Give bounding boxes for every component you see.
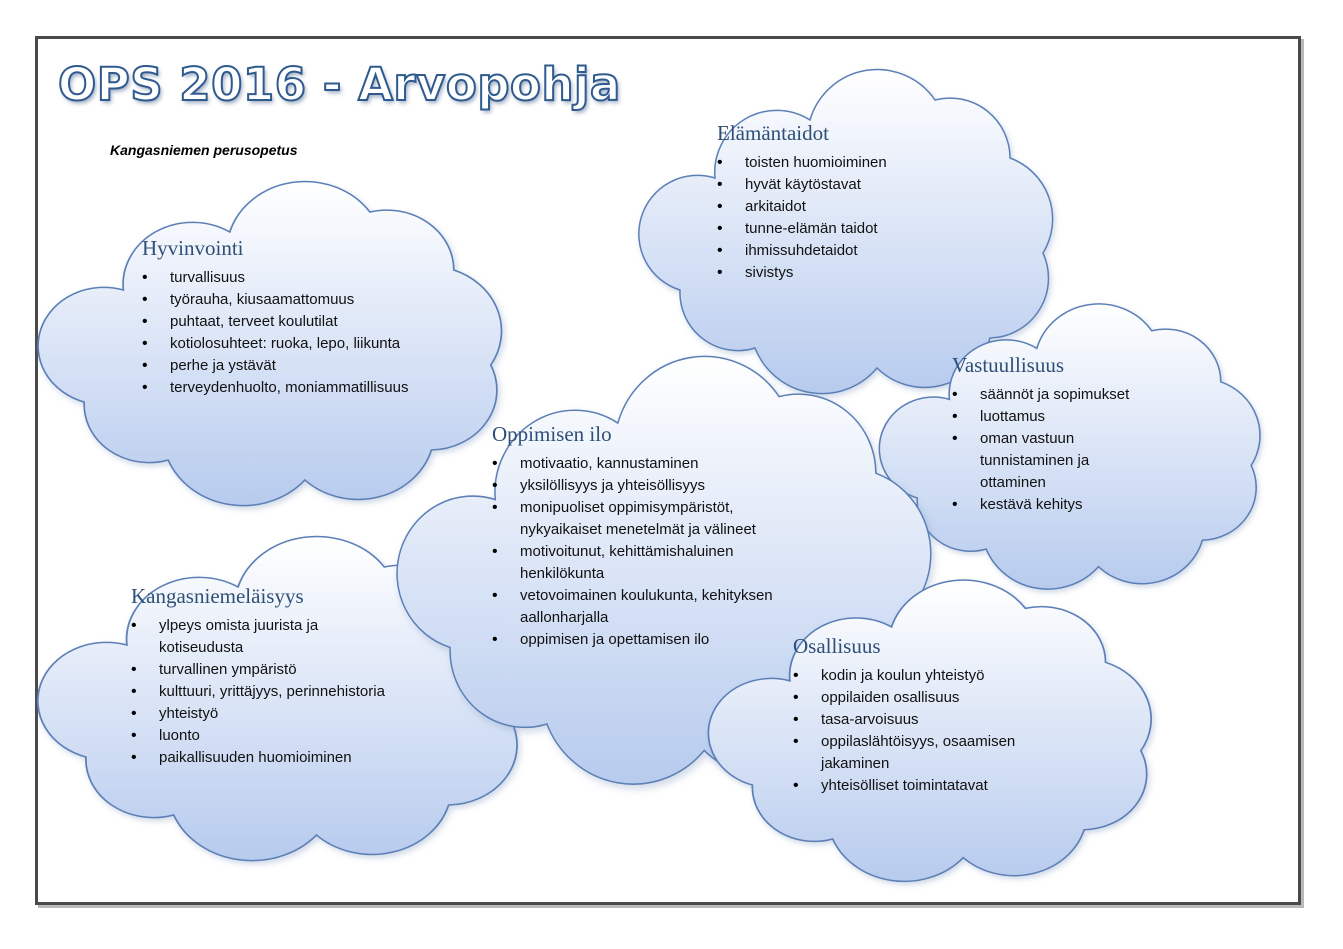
list-item: • kulttuuri, yrittäjyys, perinnehistoria (131, 681, 431, 703)
list-item: • tunne-elämän taidot (717, 218, 957, 240)
card-title-hyvinvointi: Hyvinvointi (142, 236, 244, 260)
list-item: • perhe ja ystävät (142, 355, 482, 377)
list-item: • turvallisuus (142, 267, 482, 289)
page-subtitle: Kangasniemen perusopetus (110, 142, 298, 158)
card-title-osallisuus: Osallisuus (793, 634, 881, 658)
list-item: • oppimisen ja opettamisen ilo (492, 629, 802, 651)
list-item: • ylpeys omista juurista ja kotiseudusta (131, 615, 359, 659)
list-elamantaidot (717, 152, 957, 284)
list-item: • terveydenhuolto, moniammatillisuus (142, 377, 482, 399)
list-item: • yhteistyö (131, 703, 431, 725)
card-kangasniemelaisyys (131, 584, 431, 769)
list-hyvinvointi (142, 267, 482, 399)
list-item: • yksilöllisyys ja yhteisöllisyys (492, 475, 802, 497)
list-item: • hyvät käytöstavat (717, 174, 957, 196)
list-item: • kotiolosuhteet: ruoka, lepo, liikunta (142, 333, 482, 355)
card-oppimisen-ilo (492, 422, 802, 651)
page-title: OPS 2016 - Arvopohja (58, 58, 621, 111)
list-item: • vetovoimainen koulukunta, kehityksen aallonharjalla (492, 585, 802, 629)
list-item: • sivistys (717, 262, 957, 284)
list-item: • toisten huomioiminen (717, 152, 957, 174)
card-hyvinvointi (142, 236, 482, 399)
list-item: • puhtaat, terveet koulutilat (142, 311, 482, 333)
list-item: • ihmissuhdetaidot (717, 240, 957, 262)
card-osallisuus (793, 634, 1023, 797)
list-item: • tasa-arvoisuus (793, 709, 1023, 731)
card-title-oppimisen-ilo: Oppimisen ilo (492, 422, 612, 446)
list-item: • työrauha, kiusaamattomuus (142, 289, 482, 311)
list-item: • luottamus (952, 406, 1162, 428)
list-item: • luonto (131, 725, 431, 747)
card-title-elamantaidot: Elämäntaidot (717, 121, 829, 145)
list-item: • kodin ja koulun yhteistyö (793, 665, 1023, 687)
list-oppimisen-ilo (492, 453, 802, 651)
list-item: • yhteisölliset toimintatavat (793, 775, 1023, 797)
card-title-vastuullisuus: Vastuullisuus (952, 353, 1065, 377)
list-item: • säännöt ja sopimukset (952, 384, 1162, 406)
list-item: • turvallinen ympäristö (131, 659, 431, 681)
list-kangasniemelaisyys (131, 615, 431, 769)
list-item: • oppilaiden osallisuus (793, 687, 1023, 709)
list-osallisuus (793, 665, 1023, 797)
list-item: • motivoitunut, kehittämishaluinen henkilökunta (492, 541, 802, 585)
list-item: • motivaatio, kannustaminen (492, 453, 802, 475)
card-title-kangasniemelaisyys: Kangasniemeläisyys (131, 584, 304, 608)
list-item: • arkitaidot (717, 196, 957, 218)
list-item: • paikallisuuden huomioiminen (131, 747, 431, 769)
card-vastuullisuus (952, 353, 1162, 516)
list-item: • monipuoliset oppimisympäristöt, nykyaikaiset menetelmät ja välineet (492, 497, 802, 541)
list-item: • oppilaslähtöisyys, osaamisen jakaminen (793, 731, 1023, 775)
list-item: • oman vastuun tunnistaminen ja ottaminen (952, 428, 1104, 494)
list-vastuullisuus (952, 384, 1162, 516)
list-item: • kestävä kehitys (952, 494, 1162, 516)
card-elamantaidot (717, 121, 957, 284)
